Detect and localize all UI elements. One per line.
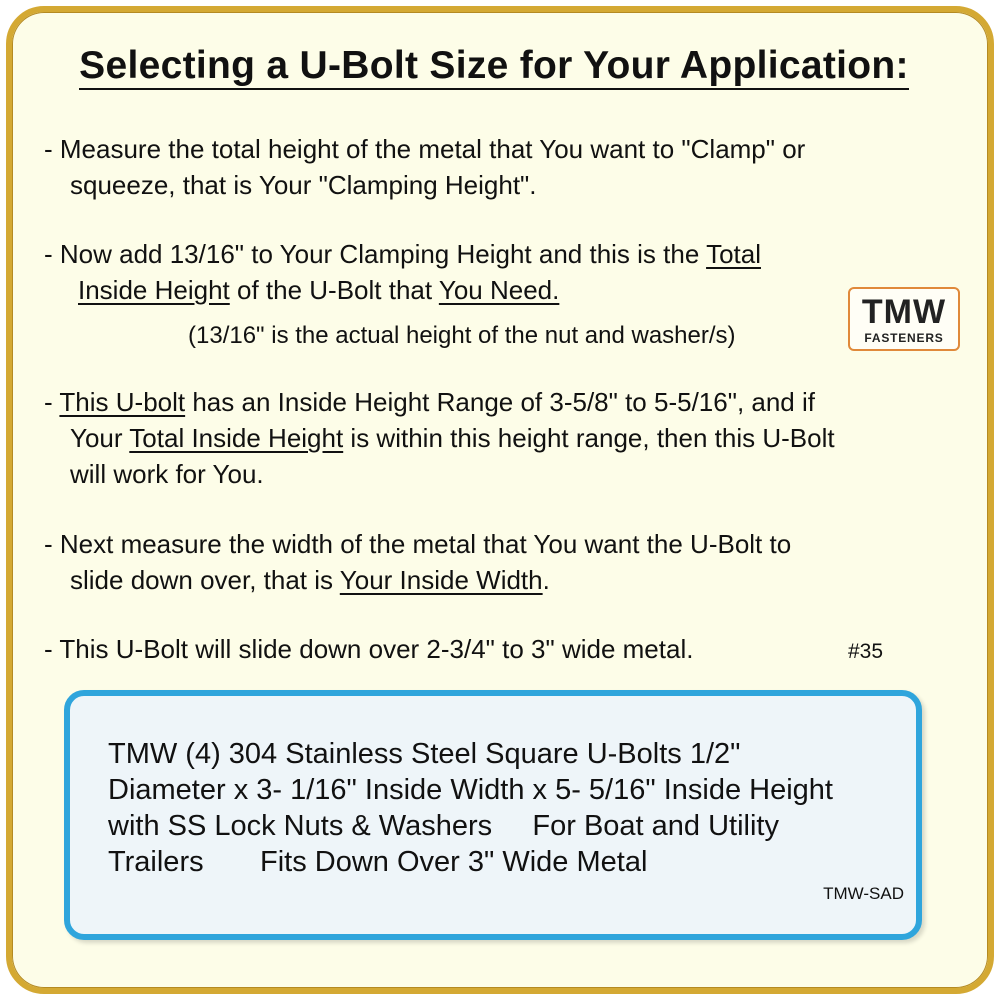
tmw-fasteners-logo: TMW FASTENERS: [848, 287, 960, 351]
nut-height-note: (13/16" is the actual height of the nut and washer/s): [188, 322, 736, 349]
page-title: Selecting a U-Bolt Size for Your Application:: [0, 44, 988, 88]
product-description-box: [64, 690, 922, 940]
step-height-range-end: will work for You.: [70, 459, 264, 489]
step-add-nut-height-cont: Inside Height of the U-Bolt that You Need.: [78, 275, 560, 305]
product-code: TMW-SAD: [823, 884, 904, 903]
part-number: #35: [848, 640, 884, 663]
step-measure-height: - Measure the total height of the metal that You want to "Clamp" or: [44, 134, 806, 164]
step-width-range: - This U-Bolt will slide down over 2-3/4" to 3" wide metal.: [44, 634, 694, 664]
step-height-range-cont: Your Total Inside Height is within this height range, then this U-Bolt: [70, 423, 835, 453]
product-line-1: TMW (4) 304 Stainless Steel Square U-Bolts 1/2": [108, 738, 741, 770]
step-measure-width: - Next measure the width of the metal that You want the U-Bolt to: [44, 529, 792, 559]
product-line-4: Trailers Fits Down Over 3" Wide Metal: [108, 846, 648, 878]
step-height-range: - This U-bolt has an Inside Height Range of 3-5/8" to 5-5/16", and if: [44, 387, 815, 417]
step-measure-height-cont: squeeze, that is Your "Clamping Height".: [70, 170, 537, 200]
product-line-3: with SS Lock Nuts & Washers For Boat and Utility: [108, 810, 779, 842]
step-add-nut-height: - Now add 13/16" to Your Clamping Height and this is the Total: [44, 239, 761, 269]
product-line-2: Diameter x 3- 1/16" Inside Width x 5- 5/16" Inside Height: [108, 774, 833, 806]
step-measure-width-cont: slide down over, that is Your Inside Width.: [70, 565, 550, 595]
